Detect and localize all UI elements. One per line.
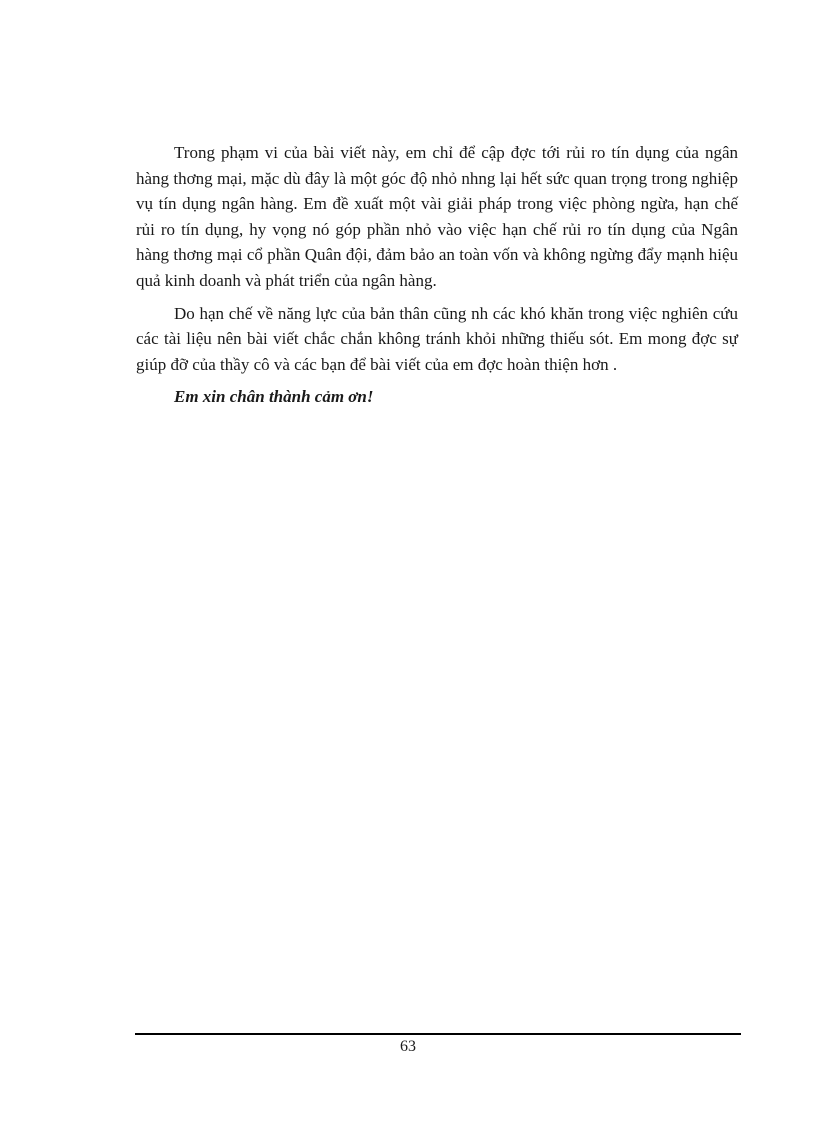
page-number: 63 (400, 1038, 416, 1055)
body-text (136, 140, 738, 410)
paragraph-limitations: Do hạn chế về năng lực của bản thân cũng nh các khó khăn trong việc nghiên cứu các tài liệu nên bài viết chắc chắn không tránh khỏi những thiếu sót. Em mong đợc sự giúp đỡ của thầy cô và các bạn để bài viết của em đợc hoàn thiện hơn . (136, 303, 738, 374)
closing-thanks: Em xin chân thành cảm ơn! (174, 387, 374, 407)
footer-divider (135, 1033, 741, 1035)
paragraph-scope: Trong phạm vi của bài viết này, em chỉ để cập đợc tới rủi ro tín dụng của ngân hàng thơng mại, mặc dù đây là một góc độ nhỏ nhng lại hết sức quan trọng trong nghiệp vụ tín dụng ngân hàng. Em đề xuất một vài giải pháp trong việc phòng ngừa, hạn chế rủi ro tín dụng, hy vọng nó góp phần nhỏ vào việc hạn chế rủi ro tín dụng của Ngân hàng thơng mại cổ phần Quân đội, đảm bảo an toàn vốn và không ngừng đẩy mạnh hiệu quả kinh doanh và phát triển của ngân hàng. (136, 143, 738, 290)
